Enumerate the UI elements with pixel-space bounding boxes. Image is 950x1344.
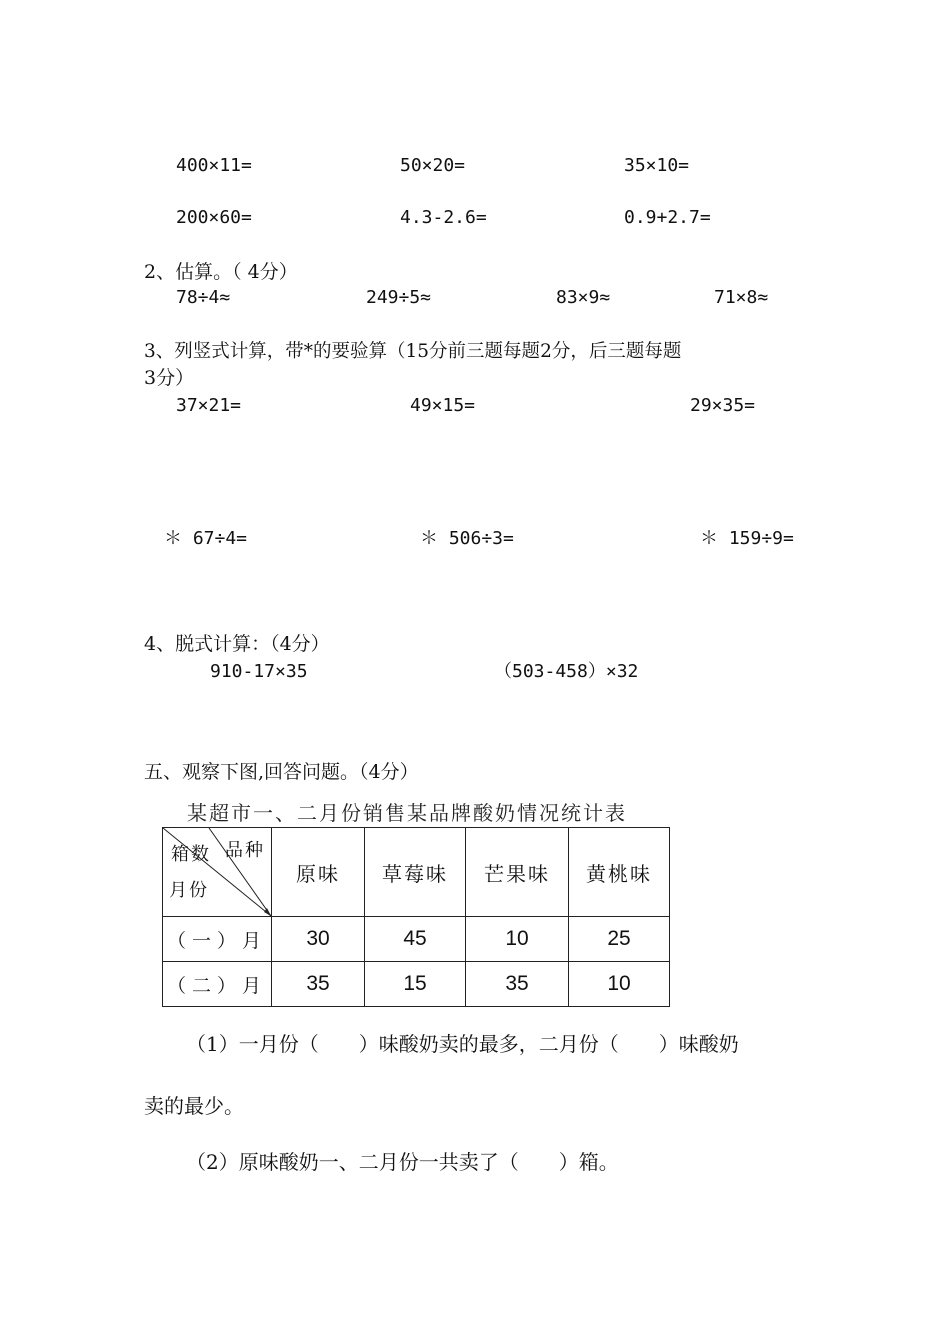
estimate-83x9: 83×9≈ (556, 287, 611, 308)
section4-title: 4、脱式计算：（4分） (144, 633, 330, 655)
section2-title: 2、估算。（ 4分） (144, 261, 298, 283)
cell-jan-mango: 10 (466, 917, 569, 962)
vertical-506div3: ＊ 506÷3= (420, 528, 514, 549)
table-corner-cell (163, 828, 272, 917)
cell-feb-strawberry: 15 (365, 962, 466, 1007)
problem-0.9+2.7: 0.9+2.7= (624, 207, 711, 228)
row-label-february: （二）月 (163, 962, 272, 1007)
corner-label-boxes: 箱数 (171, 844, 211, 865)
section3-title-line2: 3分） (144, 367, 195, 389)
corner-label-variety: 品种 (225, 840, 265, 861)
problem-4.3-2.6: 4.3-2.6= (400, 207, 487, 228)
column-header-strawberry: 草莓味 (365, 828, 466, 917)
cell-jan-yellow-peach: 25 (569, 917, 670, 962)
corner-label-month: 月份 (169, 880, 209, 901)
stepwise-503-458x32: （503-458）×32 (494, 661, 639, 682)
cell-feb-mango: 35 (466, 962, 569, 1007)
problem-400x11: 400×11= (176, 155, 252, 176)
problem-35x10: 35×10= (624, 155, 690, 176)
vertical-67div4: ＊ 67÷4= (164, 528, 248, 549)
question-1-line2: 卖的最少。 (144, 1094, 244, 1118)
stepwise-910-17x35: 910-17×35 (210, 661, 308, 682)
section5-title: 五、观察下图,回答问题。（4分） (144, 761, 419, 783)
table-header-row (163, 828, 670, 917)
column-header-original: 原味 (272, 828, 365, 917)
vertical-37x21: 37×21= (176, 395, 242, 416)
problem-200x60: 200×60= (176, 207, 252, 228)
table-row-february (163, 962, 670, 1007)
row-label-january: （一）月 (163, 917, 272, 962)
table-caption: 某超市一、二月份销售某品牌酸奶情况统计表 (187, 801, 627, 825)
question-2: （2）原味酸奶一、二月份一共卖了（ ）箱。 (186, 1150, 619, 1174)
estimate-71x8: 71×8≈ (714, 287, 769, 308)
cell-feb-original: 35 (272, 962, 365, 1007)
question-1-line1: （1）一月份（ ）味酸奶卖的最多，二月份（ ）味酸奶 (186, 1032, 739, 1056)
column-header-yellow-peach: 黄桃味 (569, 828, 670, 917)
table-row-january (163, 917, 670, 962)
vertical-49x15: 49×15= (410, 395, 476, 416)
estimate-249div5: 249÷5≈ (366, 287, 432, 308)
estimate-78div4: 78÷4≈ (176, 287, 231, 308)
cell-jan-strawberry: 45 (365, 917, 466, 962)
cell-jan-original: 30 (272, 917, 365, 962)
vertical-159div9: ＊ 159÷9= (700, 528, 794, 549)
yogurt-sales-table (162, 827, 670, 1007)
cell-feb-yellow-peach: 10 (569, 962, 670, 1007)
column-header-mango: 芒果味 (466, 828, 569, 917)
problem-50x20: 50×20= (400, 155, 466, 176)
section3-title-line1: 3、列竖式计算，带*的要验算（15分前三题每题2分，后三题每题 (144, 341, 682, 362)
vertical-29x35: 29×35= (690, 395, 756, 416)
